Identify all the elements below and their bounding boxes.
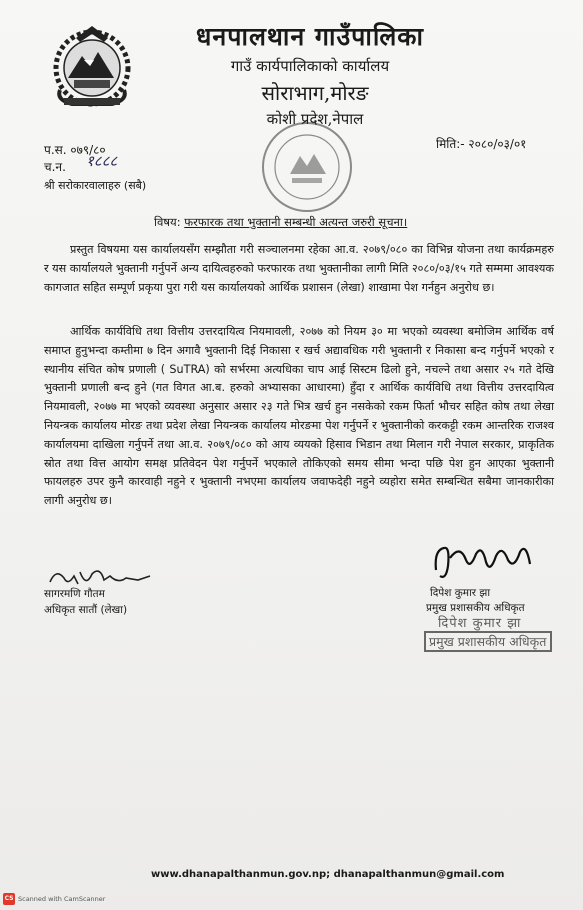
recipient: श्री सरोकारवालाहरु (सबै) [44, 179, 147, 192]
subject-prefix: विषय: [154, 215, 181, 229]
office-place: सोराभाग,मोरङ [261, 81, 369, 105]
body-paragraph-1: प्रस्तुत विषयमा यस कार्यालयसँग सम्झौता गरी सञ्चालनमा रहेका आ.व. २०७९/०८० का विभिन्न योजना तथा कार्यक्रमहरु र यस कार्यालयले भुक्तानी गर्नुपर्ने अन्य दायित्वहरुको फरफारक तथा भुक्तानीका लागी मिति २०८०/०३/१५ गते सम्ममा आवश्यक कागजात सहित सम्पूर्ण प्रकृया पुरा गरी यस कार्यालयको आर्थिक प्रशासन (लेखा) शाखामा पेश गर्नहुन अनुरोध छ। [44, 243, 554, 294]
signatory-right-name: दिपेश कुमार झा [430, 587, 491, 599]
name-stamp-title: प्रमुख प्रशासकीय अधिकृत [424, 631, 552, 652]
scanner-watermark-text: Scanned with CamScanner [18, 895, 106, 903]
office-seal-icon [258, 118, 356, 216]
subject-line [154, 215, 407, 230]
scanner-watermark [3, 893, 105, 905]
ref-ps-number: प.स. ०७९/८० [44, 143, 106, 157]
ref-chn-handwritten: १८८८ [86, 152, 118, 170]
signature-right-icon [430, 540, 540, 585]
ref-chn-label: च.न. [44, 160, 66, 174]
subject-text: फरफारक तथा भुक्तानी सम्बन्धी अत्यन्त जरुरी सूचना। [184, 215, 408, 229]
body-paragraph-2: आर्थिक कार्यविधि तथा वित्तीय उत्तरदायित्व नियमावली, २०७७ को नियम ३० मा भएको व्यवस्था बमोजिम आर्थिक वर्ष समाप्त हुनुभन्दा कम्तीमा ७ दिन अगावै भुक्तानी दिई निकासा र खर्च अद्यावधिक गरी भुक्तानी र निकासा बन्द गर्नुपर्ने भएको र स्थानीय संचित कोष प्रणाली ( SuTRA) को सर्भरमा अत्यधिका चाप आई सिस्टम ढिलो हुने, नचल्ने तथा असार २५ गते देखि भुक्तानी प्रणाली बन्द हुने (गत विगत आ.ब. हरुको अभ्यासका आधारमा) हुँदा र आर्थिक कार्यविधि तथा वित्तीय उत्तरदायित्व नियमावली, २०७७ मा भएको व्यवस्था अनुसार असार २३ गते भित्र खर्च हुन नसकेको रकम फिर्ता भौचर सहित कोष तथा लेखा नियन्त्रक कार्यालय मोरङ तथा प्रदेश लेखा नियन्त्रक कार्यालय मोरङमा पेश गर्नुपर्ने र भुक्तानीको करकट्टी रकम आन्तरिक राजश्व कार्यालयमा दाखिला गर्नुपर्ने तथा आ.व. २०७९/०८० को आय व्ययको हिसाव भिडान तथा मिलान गरी नेपाल सरकार, प्राकृतिक स्रोत तथा वित्त आयोग समक्ष प्रतिवेदन पेश गर्नुपर्ने भएकाले तोकिएको समय सीमा भन्दा पछि पेश हुन आएका भुक्तानी फायलहरु उपर कुनै कारवाही नहुने र भुक्तानी नभएमा कार्यालय जवाफदेही नहुने व्यहोरा समेत सम्बन्धित सबैमा जानकारीका लागी अनुरोध छ। [44, 325, 554, 508]
signatory-left-name: सागरमणि गौतम [44, 588, 105, 600]
nepal-emblem-icon [46, 20, 138, 112]
signatory-left-title: अधिकृत सातौं (लेखा) [44, 604, 128, 616]
name-stamp [424, 611, 552, 651]
office-title: धनपालथान गाउँपालिका [196, 22, 424, 51]
footer-contact: www.dhanapalthanmun.gov.np; dhanapalthanmun@gmail.com [151, 869, 505, 880]
office-subtitle: गाउँ कार्यपालिकाको कार्यालय [230, 57, 390, 75]
letter-date: मिति:- २०८०/०३/०१ [436, 137, 527, 151]
office-province: कोशी प्रदेश,नेपाल [266, 110, 364, 128]
name-stamp-name: दिपेश कुमार झा [438, 613, 538, 633]
camscanner-logo-icon: CS [3, 893, 15, 905]
signatory-right-title: प्रमुख प्रशासकीय अधिकृत [426, 602, 525, 614]
